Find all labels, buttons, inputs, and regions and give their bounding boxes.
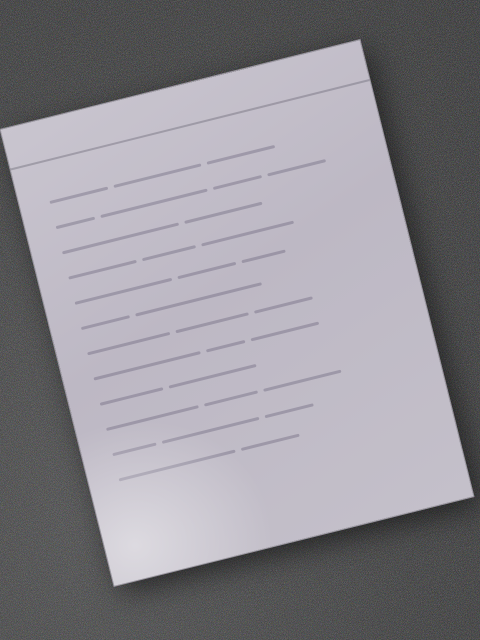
paper-sheet xyxy=(1,40,474,586)
illegible-handwriting-block xyxy=(47,115,423,493)
